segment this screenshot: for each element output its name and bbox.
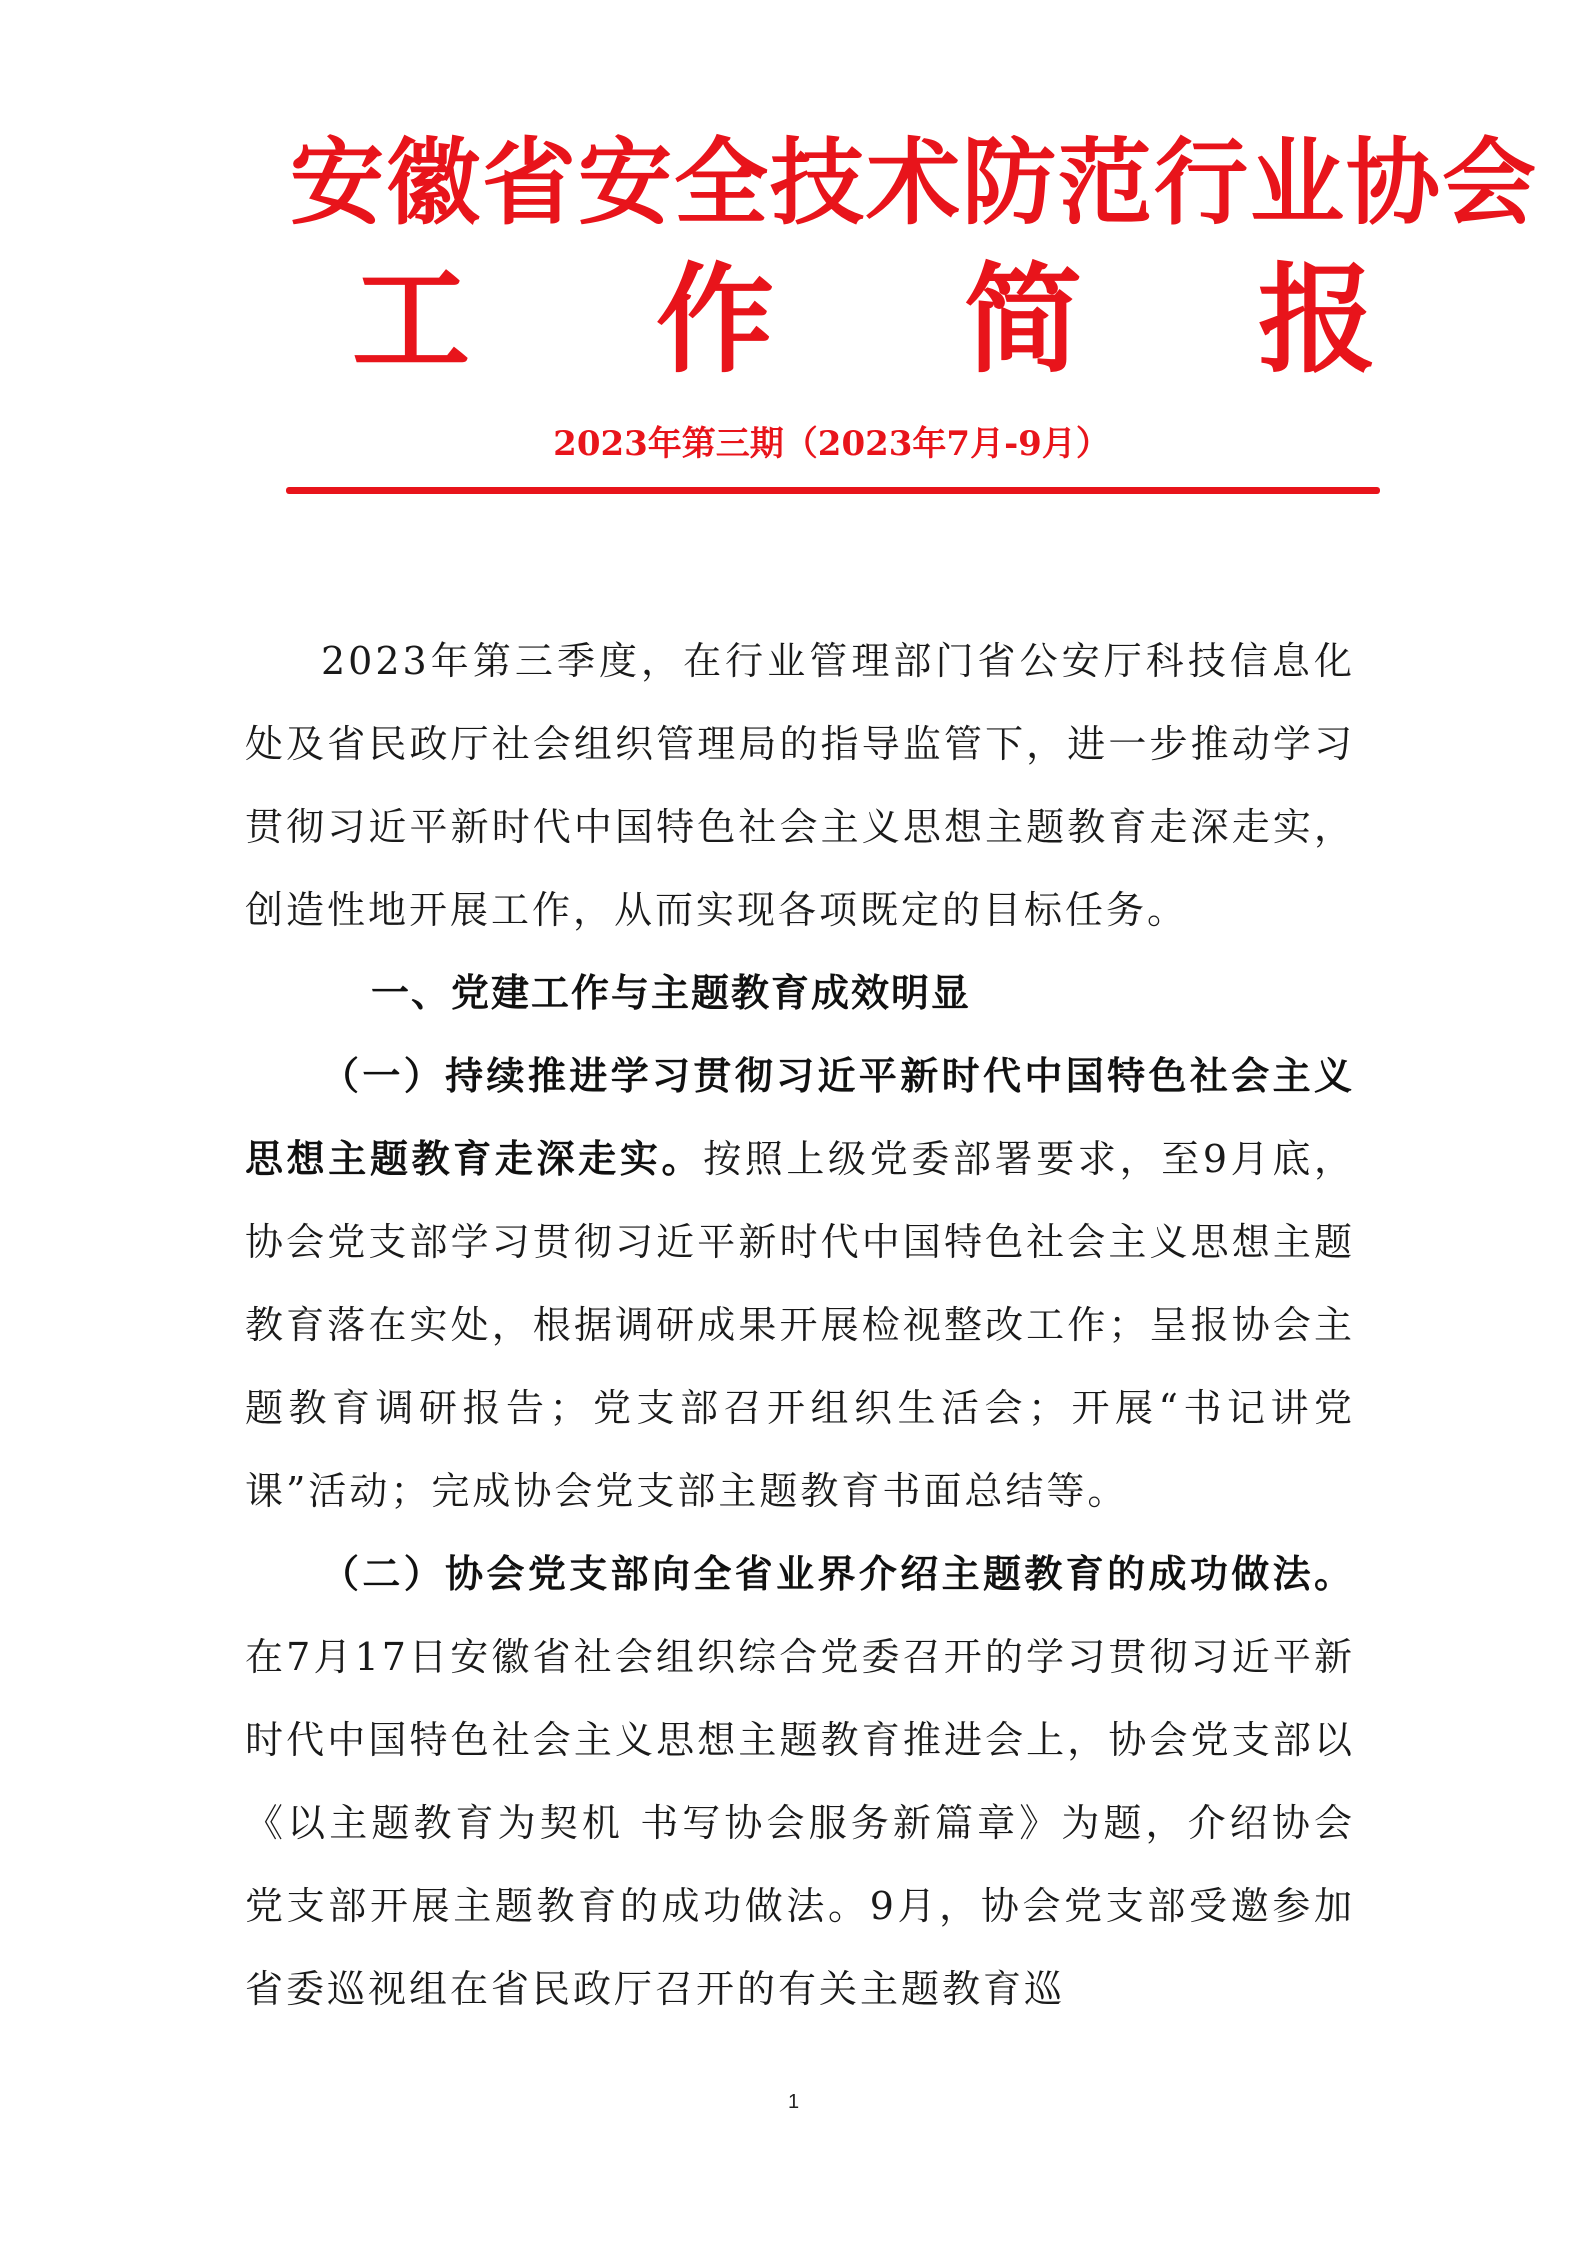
item-2-text: 在7月17日安徽省社会组织综合党委召开的学习贯彻习近平新时代中国特色社会主义思想主题教育推进会上，协会党支部以《以主题教育为契机 书写协会服务新篇章》为题，介绍协会党支部开展主题教育的成功做法。9月，协会党支部受邀参加省委巡视组在省民政厅召开的有关主题教育巡 <box>245 1635 1355 2011</box>
section-heading-1: 一、党建工作与主题教育成效明显 <box>371 971 972 1015</box>
title-char-2: 作 <box>656 251 775 389</box>
item-1-text: 按照上级党委部署要求，至9月底，协会党支部学习贯彻习近平新时代中国特色社会主义思想主题教育落在实处，根据调研成果开展检视整改工作；呈报协会主题教育调研报告；党支部召开组织生活会；开展“书记讲党课”活动；完成协会党支部主题教育书面总结等。 <box>245 1137 1355 1513</box>
masthead-divider <box>286 487 1380 494</box>
item-2-lead: （二）协会党支部向全省业界介绍主题教育的成功做法。 <box>321 1552 1355 1596</box>
item-1-lead: （一）持续推进学习贯彻习近平新时代中国特色社会主义思想主题教育走深走实。 <box>245 1054 1355 1181</box>
page-number: 1 <box>787 2091 800 2113</box>
item-paragraph-2 <box>245 1533 1355 2031</box>
title-char-1: 工 <box>352 251 471 389</box>
title-char-3: 简 <box>964 251 1083 389</box>
masthead-bulletin-title <box>0 250 1587 390</box>
title-char-4: 报 <box>1258 251 1377 389</box>
intro-paragraph: 2023年第三季度，在行业管理部门省公安厅科技信息化处及省民政厅社会组织管理局的指导监管下，进一步推动学习贯彻习近平新时代中国特色社会主义思想主题教育走深走实，创造性地开展工作，从而实现各项既定的目标任务。 <box>245 639 1355 932</box>
issue-number <box>0 420 1587 468</box>
item-paragraph-1 <box>245 1035 1355 1533</box>
masthead-organization-name: 安徽省安全技术防范行业协会 <box>290 128 1539 238</box>
document-body <box>245 620 1355 2031</box>
issue-number-text: 2023年第三期（2023年7月-9月） <box>553 424 1110 464</box>
